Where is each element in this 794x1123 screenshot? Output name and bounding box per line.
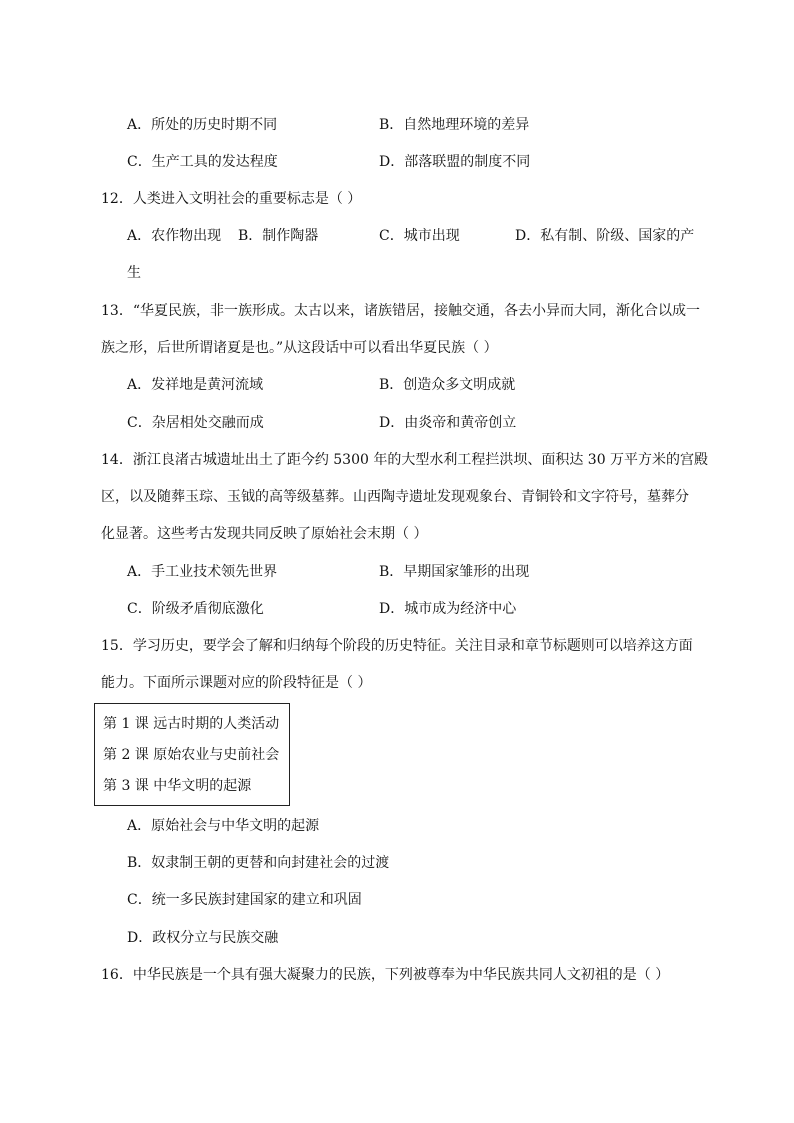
q16-stem: 16．中华民族是一个具有强大凝聚力的民族，下列被尊奉为中华民族共同人文初祖的是（ ）	[101, 967, 670, 983]
q13-option-b: B．创造众多文明成就	[379, 377, 516, 393]
q11-option-d: D．部落联盟的制度不同	[379, 154, 531, 170]
q13-option-d: D．由炎帝和黄帝创立	[379, 415, 517, 431]
q15-option-d: D．政权分立与民族交融	[127, 930, 279, 946]
q13-stem-line2: 族之形，后世所谓诸夏是也。”从这段话中可以看出华夏民族（ ）	[101, 340, 498, 356]
q15-option-b: B．奴隶制王朝的更替和向封建社会的过渡	[127, 855, 390, 871]
q14-option-c: C．阶级矛盾彻底激化	[127, 601, 264, 617]
lesson-item-3: 第 3 课 中华文明的起源	[103, 778, 252, 794]
lesson-list-box	[94, 703, 290, 806]
q14-stem-line1: 14．浙江良渚古城遗址出土了距今约 5300 年的大型水利工程拦洪坝、面积达 30 万平方米的宫殿	[101, 452, 709, 468]
lesson-item-1: 第 1 课 远古时期的人类活动	[103, 716, 280, 732]
q14-option-a: A．手工业技术领先世界	[127, 564, 278, 580]
q12-option-d-continued: 生	[127, 265, 141, 281]
q14-stem-line3: 化显著。这些考古发现共同反映了原始社会末期（ ）	[101, 526, 428, 542]
q11-option-a: A．所处的历史时期不同	[127, 117, 278, 133]
q15-option-c: C．统一多民族封建国家的建立和巩固	[127, 892, 362, 908]
q13-stem-line1: 13．“华夏民族，非一族形成。太古以来，诸族错居，接触交通，各去小异而大同，渐化合以成一	[101, 303, 700, 319]
q12-option-b: B．制作陶器	[238, 228, 319, 244]
q13-option-c: C．杂居相处交融而成	[127, 415, 264, 431]
q12-stem: 12．人类进入文明社会的重要标志是（ ）	[101, 191, 362, 207]
q12-option-c: C．城市出现	[379, 228, 460, 244]
lesson-item-2: 第 2 课 原始农业与史前社会	[103, 747, 280, 763]
q11-option-c: C．生产工具的发达程度	[127, 154, 278, 170]
q14-option-b: B．早期国家雏形的出现	[379, 564, 530, 580]
q14-option-d: D．城市成为经济中心	[379, 601, 517, 617]
q15-stem-line2: 能力。下面所示课题对应的阶段特征是（ ）	[101, 675, 372, 691]
q12-option-d: D．私有制、阶级、国家的产	[515, 228, 695, 244]
q13-option-a: A．发祥地是黄河流域	[127, 377, 264, 393]
q15-option-a: A．原始社会与中华文明的起源	[127, 818, 320, 834]
q15-stem-line1: 15．学习历史，要学会了解和归纳每个阶段的历史特征。关注目录和章节标题则可以培养这方面	[101, 638, 693, 654]
q12-option-a: A．农作物出现	[127, 228, 222, 244]
q14-stem-line2: 区，以及随葬玉琮、玉钺的高等级墓葬。山西陶寺遗址发现观象台、青铜铃和文字符号，墓葬分	[101, 489, 689, 505]
q11-option-b: B．自然地理环境的差异	[379, 117, 530, 133]
